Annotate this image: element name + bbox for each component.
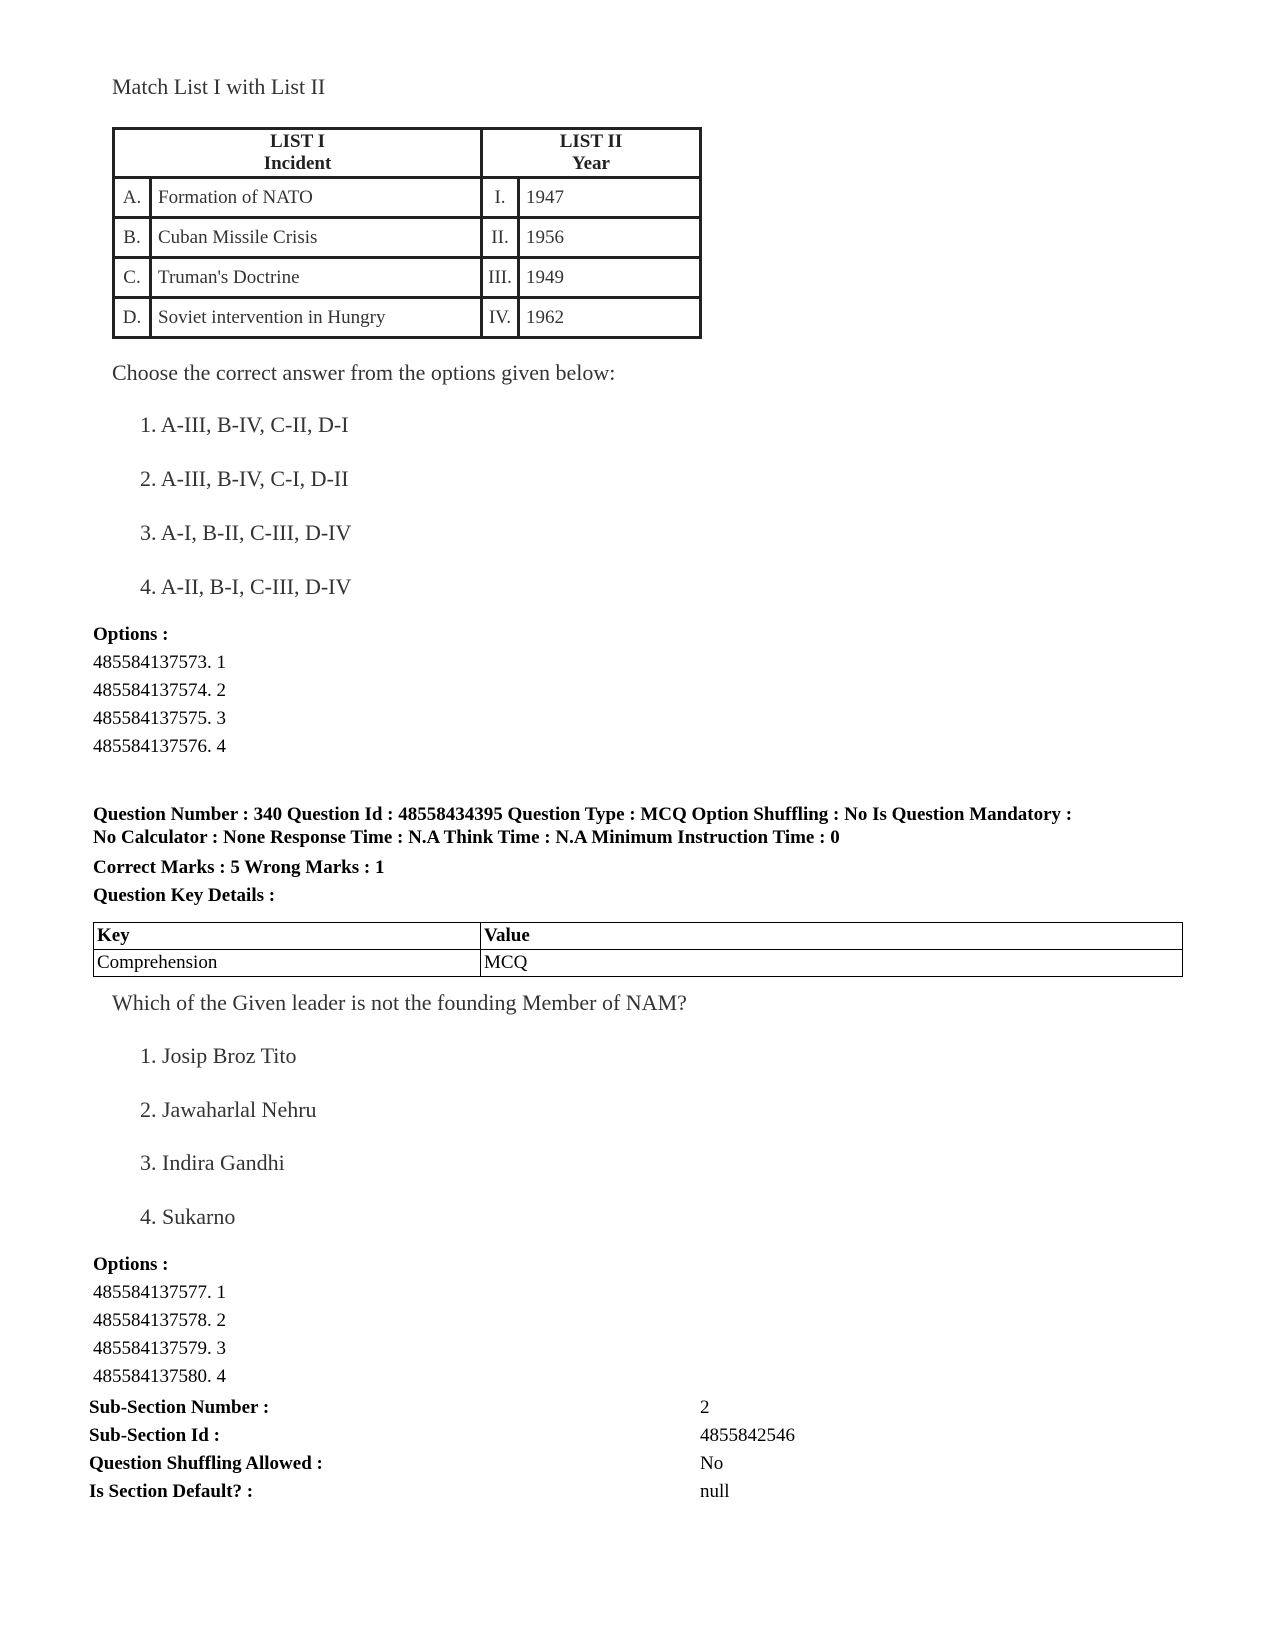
list-one-subtitle: Incident <box>263 153 332 174</box>
row-roman: II. <box>482 218 519 258</box>
kv-header-key: Key <box>94 923 481 950</box>
q2-meta-line-1: Question Number : 340 Question Id : 48558434395 Question Type : MCQ Option Shuffling : No Is Question Mandatory : <box>93 804 1073 825</box>
row-year: 1947 <box>519 178 701 218</box>
q2-options-label: Options : <box>93 1254 169 1275</box>
q2-choice-1: 1. Josip Broz Tito <box>140 1043 297 1068</box>
row-roman: IV. <box>482 298 519 338</box>
row-letter: B. <box>114 218 151 258</box>
q1-choice-3: 3. A-I, B-II, C-III, D-IV <box>140 520 352 545</box>
q1-option-4: 485584137576. 4 <box>93 736 226 757</box>
q1-option-1: 485584137573. 1 <box>93 652 226 673</box>
subsection-id-value: 4855842546 <box>700 1425 795 1446</box>
list-two-subtitle: Year <box>572 153 610 174</box>
row-year: 1962 <box>519 298 701 338</box>
row-year: 1949 <box>519 258 701 298</box>
row-letter: D. <box>114 298 151 338</box>
q2-option-1: 485584137577. 1 <box>93 1282 226 1303</box>
q1-choice-4: 4. A-II, B-I, C-III, D-IV <box>140 574 352 599</box>
q2-option-4: 485584137580. 4 <box>93 1366 226 1387</box>
key-details-table <box>93 922 1183 977</box>
q1-choose-text: Choose the correct answer from the options given below: <box>112 360 616 385</box>
row-letter: A. <box>114 178 151 218</box>
table-row <box>114 258 701 298</box>
q1-option-3: 485584137575. 3 <box>93 708 226 729</box>
list-one-header <box>114 129 482 178</box>
row-year: 1956 <box>519 218 701 258</box>
row-roman: I. <box>482 178 519 218</box>
q2-option-3: 485584137579. 3 <box>93 1338 226 1359</box>
q2-choice-2: 2. Jawaharlal Nehru <box>140 1097 317 1122</box>
question-shuffling-label: Question Shuffling Allowed : <box>89 1453 323 1474</box>
table-row <box>114 218 701 258</box>
kv-key: Comprehension <box>94 950 481 977</box>
q1-options-label: Options : <box>93 624 169 645</box>
table-row <box>114 298 701 338</box>
question-shuffling-value: No <box>700 1453 724 1474</box>
match-table-header <box>114 129 701 178</box>
row-roman: III. <box>482 258 519 298</box>
q2-key-details-label: Question Key Details : <box>93 885 276 906</box>
subsection-id-label: Sub-Section Id : <box>89 1425 220 1446</box>
section-default-value: null <box>700 1481 730 1502</box>
q2-meta-line-2: No Calculator : None Response Time : N.A Think Time : N.A Minimum Instruction Time : 0 <box>93 827 840 848</box>
table-row <box>94 923 1183 950</box>
section-default-label: Is Section Default? : <box>89 1481 254 1502</box>
q1-choice-2: 2. A-III, B-IV, C-I, D-II <box>140 466 349 491</box>
q1-prompt: Match List I with List II <box>112 74 326 99</box>
list-two-header <box>482 129 701 178</box>
q2-choice-3: 3. Indira Gandhi <box>140 1150 285 1175</box>
row-incident: Soviet intervention in Hungry <box>151 298 482 338</box>
q1-choice-1: 1. A-III, B-IV, C-II, D-I <box>140 412 349 437</box>
list-two-title: LIST II <box>559 131 623 152</box>
row-incident: Cuban Missile Crisis <box>151 218 482 258</box>
q2-option-2: 485584137578. 2 <box>93 1310 226 1331</box>
table-row <box>114 178 701 218</box>
q2-marks: Correct Marks : 5 Wrong Marks : 1 <box>93 857 385 878</box>
list-one-title: LIST I <box>269 131 326 152</box>
subsection-number-value: 2 <box>700 1397 710 1418</box>
row-letter: C. <box>114 258 151 298</box>
table-row <box>94 950 1183 977</box>
q2-prompt: Which of the Given leader is not the founding Member of NAM? <box>112 990 687 1015</box>
subsection-number-label: Sub-Section Number : <box>89 1397 270 1418</box>
q2-choice-4: 4. Sukarno <box>140 1204 236 1229</box>
kv-value: MCQ <box>481 950 1183 977</box>
row-incident: Formation of NATO <box>151 178 482 218</box>
q1-option-2: 485584137574. 2 <box>93 680 226 701</box>
kv-header-value: Value <box>481 923 1183 950</box>
match-table <box>112 127 702 339</box>
row-incident: Truman's Doctrine <box>151 258 482 298</box>
